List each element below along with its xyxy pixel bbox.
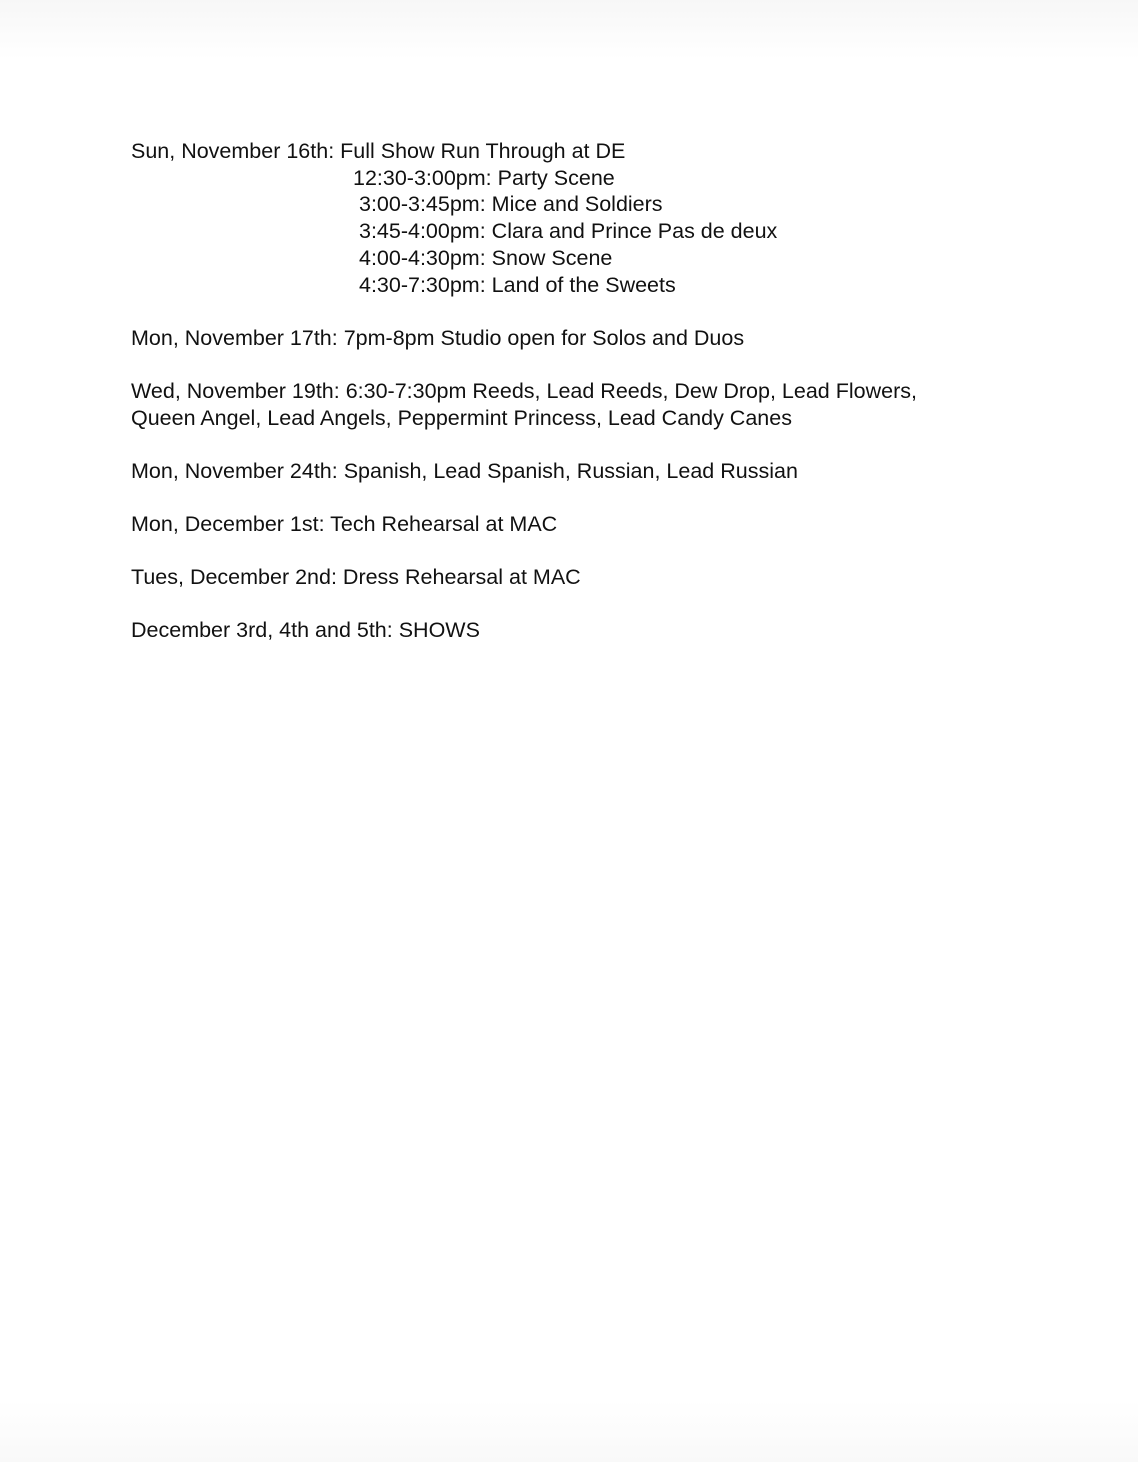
spacer (131, 485, 1011, 512)
schedule-subitem-land-of-sweets: 4:30-7:30pm: Land of the Sweets (359, 272, 676, 297)
spacer (131, 351, 1011, 378)
schedule-subitem-snow-scene: 4:00-4:30pm: Snow Scene (359, 245, 613, 270)
schedule-entry-nov-24: Mon, November 24th: Spanish, Lead Spanish, Russian, Lead Russian (131, 458, 798, 483)
schedule-entry-dec-1: Mon, December 1st: Tech Rehearsal at MAC (131, 512, 558, 537)
schedule-entry-dec-2: Tues, December 2nd: Dress Rehearsal at MAC (131, 565, 581, 590)
spacer (131, 591, 1011, 618)
rehearsal-schedule (131, 138, 1011, 644)
schedule-subitem-pas-de-deux: 3:45-4:00pm: Clara and Prince Pas de deux (359, 219, 778, 244)
schedule-entry-nov-17: Mon, November 17th: 7pm-8pm Studio open for Solos and Duos (131, 325, 745, 350)
schedule-entry-nov-19-line2: Queen Angel, Lead Angels, Peppermint Princess, Lead Candy Canes (131, 405, 792, 430)
spacer (131, 538, 1011, 565)
schedule-subitem-mice-soldiers: 3:00-3:45pm: Mice and Soldiers (359, 192, 663, 217)
schedule-entry-shows: December 3rd, 4th and 5th: SHOWS (131, 618, 480, 643)
spacer (131, 431, 1011, 458)
schedule-entry-nov-19-line1: Wed, November 19th: 6:30-7:30pm Reeds, Lead Reeds, Dew Drop, Lead Flowers, (131, 378, 917, 403)
spacer (131, 298, 1011, 325)
schedule-subitem-party-scene: 12:30-3:00pm: Party Scene (353, 165, 615, 190)
schedule-entry-nov-16-heading: Sun, November 16th: Full Show Run Through at DE (131, 139, 626, 163)
